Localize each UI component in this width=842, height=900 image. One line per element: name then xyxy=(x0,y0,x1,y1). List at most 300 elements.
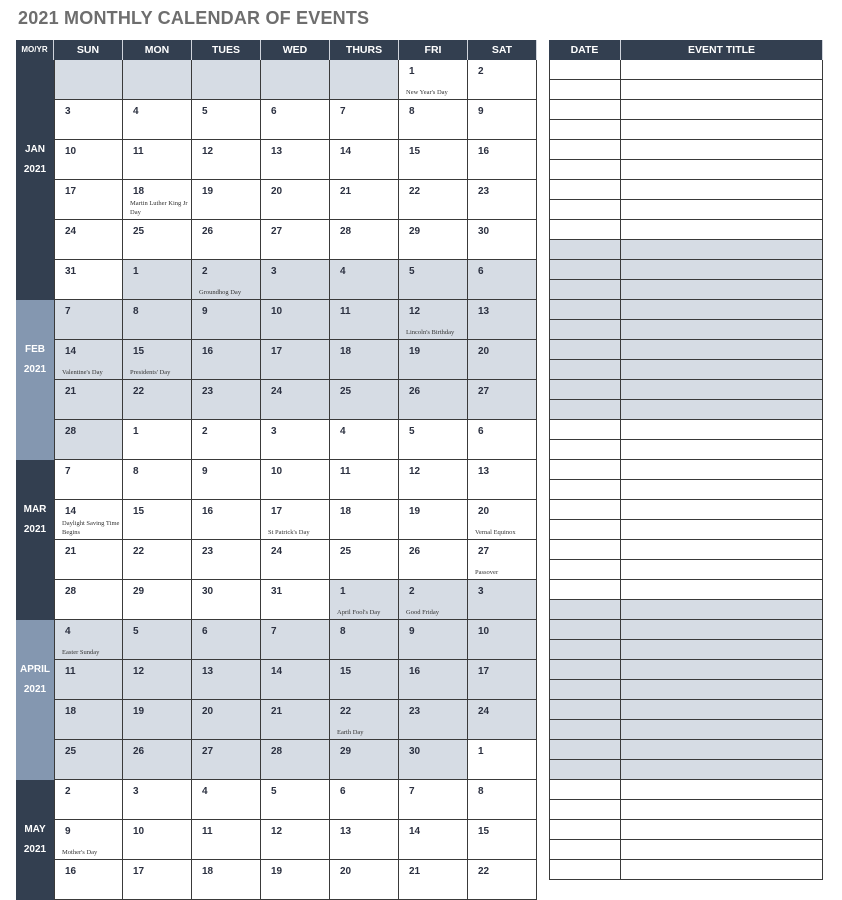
event-title-cell[interactable] xyxy=(621,100,823,120)
event-date-cell[interactable] xyxy=(549,140,621,160)
event-title-cell[interactable] xyxy=(621,480,823,500)
day-cell[interactable] xyxy=(261,340,330,380)
day-number: 20 xyxy=(478,506,490,517)
day-cell[interactable] xyxy=(192,220,261,260)
event-date-cell[interactable] xyxy=(549,220,621,240)
day-number: 24 xyxy=(65,226,77,237)
day-number: 25 xyxy=(340,546,352,557)
event-date-cell[interactable] xyxy=(549,360,621,380)
header-wed: WED xyxy=(261,40,330,60)
event-title-cell[interactable] xyxy=(621,860,823,880)
day-cell[interactable] xyxy=(399,740,468,780)
header-event-title: EVENT TITLE xyxy=(621,40,823,60)
day-number: 10 xyxy=(133,826,145,837)
day-cell[interactable] xyxy=(399,580,468,620)
event-date-cell[interactable] xyxy=(549,500,621,520)
day-number: 2 xyxy=(202,426,208,437)
event-title-cell[interactable] xyxy=(621,80,823,100)
event-date-cell[interactable] xyxy=(549,780,621,800)
day-number: 25 xyxy=(340,386,352,397)
day-number: 14 xyxy=(271,666,283,677)
day-cell[interactable] xyxy=(468,340,537,380)
day-number: 19 xyxy=(202,186,214,197)
day-cell[interactable] xyxy=(399,180,468,220)
day-number: 5 xyxy=(271,786,277,797)
event-title-cell[interactable] xyxy=(621,520,823,540)
event-title-cell[interactable] xyxy=(621,580,823,600)
day-number: 13 xyxy=(478,466,490,477)
event-date-cell[interactable] xyxy=(549,580,621,600)
event-title-cell[interactable] xyxy=(621,740,823,760)
day-cell[interactable] xyxy=(54,780,123,820)
event-date-cell[interactable] xyxy=(549,520,621,540)
day-cell[interactable] xyxy=(123,260,192,300)
day-cell[interactable] xyxy=(261,180,330,220)
day-cell[interactable] xyxy=(54,340,123,380)
day-cell[interactable] xyxy=(399,340,468,380)
event-title-cell[interactable] xyxy=(621,680,823,700)
day-cell[interactable] xyxy=(468,860,537,900)
day-cell[interactable] xyxy=(399,60,468,100)
day-number: 5 xyxy=(409,266,415,277)
event-date-cell[interactable] xyxy=(549,460,621,480)
day-cell[interactable] xyxy=(192,820,261,860)
day-cell[interactable] xyxy=(330,780,399,820)
day-cell[interactable] xyxy=(261,860,330,900)
day-number: 7 xyxy=(65,466,71,477)
day-cell[interactable] xyxy=(468,700,537,740)
event-title-cell[interactable] xyxy=(621,560,823,580)
day-cell[interactable] xyxy=(468,380,537,420)
day-cell[interactable] xyxy=(399,540,468,580)
event-title-cell[interactable] xyxy=(621,640,823,660)
day-cell[interactable] xyxy=(54,660,123,700)
day-cell[interactable] xyxy=(192,260,261,300)
day-cell[interactable] xyxy=(123,60,192,100)
event-date-cell[interactable] xyxy=(549,840,621,860)
day-cell[interactable] xyxy=(261,700,330,740)
header-sun: SUN xyxy=(54,40,123,60)
day-number: 26 xyxy=(202,226,214,237)
day-number: 1 xyxy=(478,746,484,757)
day-cell[interactable] xyxy=(399,620,468,660)
day-number: 23 xyxy=(202,386,214,397)
day-number: 19 xyxy=(271,866,283,877)
day-cell[interactable] xyxy=(468,620,537,660)
holiday-label: Earth Day xyxy=(337,729,364,736)
day-number: 27 xyxy=(271,226,283,237)
event-title-cell[interactable] xyxy=(621,420,823,440)
event-date-cell[interactable] xyxy=(549,420,621,440)
day-cell[interactable] xyxy=(330,420,399,460)
day-cell[interactable] xyxy=(399,260,468,300)
day-number: 16 xyxy=(65,866,77,877)
day-cell[interactable] xyxy=(468,300,537,340)
day-cell[interactable] xyxy=(123,580,192,620)
event-title-cell[interactable] xyxy=(621,200,823,220)
event-date-cell[interactable] xyxy=(549,80,621,100)
event-date-cell[interactable] xyxy=(549,160,621,180)
day-cell[interactable] xyxy=(192,100,261,140)
day-cell[interactable] xyxy=(468,140,537,180)
event-date-cell[interactable] xyxy=(549,340,621,360)
event-date-cell[interactable] xyxy=(549,720,621,740)
month-band-may xyxy=(16,780,54,900)
day-cell[interactable] xyxy=(330,700,399,740)
day-number: 18 xyxy=(340,346,352,357)
day-cell[interactable] xyxy=(54,300,123,340)
month-year: 2021 xyxy=(23,524,47,535)
event-title-cell[interactable] xyxy=(621,700,823,720)
day-cell[interactable] xyxy=(192,300,261,340)
event-date-cell[interactable] xyxy=(549,640,621,660)
day-cell[interactable] xyxy=(123,300,192,340)
event-date-cell[interactable] xyxy=(549,480,621,500)
day-cell[interactable] xyxy=(399,780,468,820)
day-number: 26 xyxy=(133,746,145,757)
day-cell[interactable] xyxy=(399,700,468,740)
day-cell[interactable] xyxy=(123,180,192,220)
day-cell[interactable] xyxy=(192,540,261,580)
day-cell[interactable] xyxy=(54,180,123,220)
day-number: 7 xyxy=(409,786,415,797)
day-cell[interactable] xyxy=(123,540,192,580)
day-cell[interactable] xyxy=(123,780,192,820)
day-number: 19 xyxy=(409,346,421,357)
day-cell[interactable] xyxy=(192,860,261,900)
event-date-cell[interactable] xyxy=(549,120,621,140)
day-cell[interactable] xyxy=(468,500,537,540)
day-number: 19 xyxy=(409,506,421,517)
event-title-cell[interactable] xyxy=(621,840,823,860)
event-title-cell[interactable] xyxy=(621,60,823,80)
event-title-cell[interactable] xyxy=(621,240,823,260)
day-number: 5 xyxy=(202,106,208,117)
day-cell[interactable] xyxy=(123,140,192,180)
day-cell[interactable] xyxy=(192,500,261,540)
day-cell[interactable] xyxy=(192,580,261,620)
event-title-cell[interactable] xyxy=(621,720,823,740)
event-title-cell[interactable] xyxy=(621,760,823,780)
event-title-cell[interactable] xyxy=(621,300,823,320)
day-cell[interactable] xyxy=(54,60,123,100)
event-title-cell[interactable] xyxy=(621,460,823,480)
event-title-cell[interactable] xyxy=(621,320,823,340)
day-cell[interactable] xyxy=(54,820,123,860)
month-year: 2021 xyxy=(23,164,47,175)
day-cell[interactable] xyxy=(468,420,537,460)
event-date-cell[interactable] xyxy=(549,760,621,780)
header-fri: FRI xyxy=(399,40,468,60)
day-number: 9 xyxy=(409,626,415,637)
day-cell[interactable] xyxy=(54,100,123,140)
day-cell[interactable] xyxy=(123,220,192,260)
day-cell[interactable] xyxy=(192,140,261,180)
event-date-cell[interactable] xyxy=(549,260,621,280)
event-date-cell[interactable] xyxy=(549,540,621,560)
event-date-cell[interactable] xyxy=(549,60,621,80)
day-cell[interactable] xyxy=(330,620,399,660)
day-cell[interactable] xyxy=(468,100,537,140)
event-title-cell[interactable] xyxy=(621,540,823,560)
day-number: 26 xyxy=(409,546,421,557)
event-title-cell[interactable] xyxy=(621,820,823,840)
day-cell[interactable] xyxy=(330,140,399,180)
day-number: 11 xyxy=(340,306,351,317)
event-title-cell[interactable] xyxy=(621,380,823,400)
event-title-cell[interactable] xyxy=(621,780,823,800)
day-number: 13 xyxy=(202,666,214,677)
day-cell[interactable] xyxy=(399,660,468,700)
day-cell[interactable] xyxy=(330,340,399,380)
day-cell[interactable] xyxy=(330,580,399,620)
day-cell[interactable] xyxy=(123,380,192,420)
event-date-cell[interactable] xyxy=(549,680,621,700)
event-date-cell[interactable] xyxy=(549,620,621,640)
event-title-cell[interactable] xyxy=(621,340,823,360)
day-cell[interactable] xyxy=(468,580,537,620)
day-number: 16 xyxy=(202,506,214,517)
day-number: 22 xyxy=(133,386,145,397)
day-cell[interactable] xyxy=(123,340,192,380)
day-cell[interactable] xyxy=(330,540,399,580)
day-cell[interactable] xyxy=(330,820,399,860)
day-cell[interactable] xyxy=(54,620,123,660)
event-title-cell[interactable] xyxy=(621,620,823,640)
day-cell[interactable] xyxy=(192,740,261,780)
day-cell[interactable] xyxy=(330,300,399,340)
day-cell[interactable] xyxy=(192,340,261,380)
event-date-cell[interactable] xyxy=(549,280,621,300)
day-cell[interactable] xyxy=(468,780,537,820)
day-cell[interactable] xyxy=(261,300,330,340)
event-date-cell[interactable] xyxy=(549,700,621,720)
day-number: 12 xyxy=(409,306,421,317)
day-cell[interactable] xyxy=(54,700,123,740)
day-number: 4 xyxy=(340,266,346,277)
day-cell[interactable] xyxy=(330,220,399,260)
day-number: 5 xyxy=(409,426,415,437)
event-date-cell[interactable] xyxy=(549,380,621,400)
day-cell[interactable] xyxy=(330,380,399,420)
day-number: 25 xyxy=(65,746,77,757)
event-date-cell[interactable] xyxy=(549,600,621,620)
day-cell[interactable] xyxy=(399,500,468,540)
event-date-cell[interactable] xyxy=(549,320,621,340)
day-cell[interactable] xyxy=(330,260,399,300)
day-cell[interactable] xyxy=(330,860,399,900)
day-cell[interactable] xyxy=(261,460,330,500)
event-title-cell[interactable] xyxy=(621,600,823,620)
day-number: 28 xyxy=(340,226,352,237)
day-cell[interactable] xyxy=(261,740,330,780)
day-cell[interactable] xyxy=(261,100,330,140)
day-cell[interactable] xyxy=(54,860,123,900)
day-number: 30 xyxy=(409,746,421,757)
day-number: 11 xyxy=(65,666,76,677)
day-cell[interactable] xyxy=(54,140,123,180)
day-cell[interactable] xyxy=(468,60,537,100)
day-cell[interactable] xyxy=(192,660,261,700)
event-date-cell[interactable] xyxy=(549,560,621,580)
event-date-cell[interactable] xyxy=(549,820,621,840)
event-date-cell[interactable] xyxy=(549,800,621,820)
day-cell[interactable] xyxy=(399,220,468,260)
day-cell[interactable] xyxy=(330,740,399,780)
day-cell[interactable] xyxy=(123,700,192,740)
day-cell[interactable] xyxy=(192,180,261,220)
event-title-cell[interactable] xyxy=(621,140,823,160)
event-date-cell[interactable] xyxy=(549,440,621,460)
day-cell[interactable] xyxy=(54,500,123,540)
day-cell[interactable] xyxy=(261,660,330,700)
day-cell[interactable] xyxy=(261,220,330,260)
day-number: 28 xyxy=(65,426,77,437)
day-number: 14 xyxy=(65,506,77,517)
day-cell[interactable] xyxy=(123,460,192,500)
day-cell[interactable] xyxy=(399,300,468,340)
event-title-cell[interactable] xyxy=(621,160,823,180)
day-cell[interactable] xyxy=(192,460,261,500)
day-cell[interactable] xyxy=(399,420,468,460)
day-cell[interactable] xyxy=(399,140,468,180)
month-name: MAY xyxy=(24,824,46,835)
day-cell[interactable] xyxy=(123,820,192,860)
day-number: 7 xyxy=(340,106,346,117)
day-cell[interactable] xyxy=(330,460,399,500)
day-number: 16 xyxy=(478,146,490,157)
day-cell[interactable] xyxy=(192,420,261,460)
event-title-cell[interactable] xyxy=(621,360,823,380)
day-number: 15 xyxy=(409,146,421,157)
day-number: 10 xyxy=(65,146,77,157)
day-cell[interactable] xyxy=(54,740,123,780)
day-cell[interactable] xyxy=(261,580,330,620)
event-title-cell[interactable] xyxy=(621,260,823,280)
day-cell[interactable] xyxy=(123,620,192,660)
day-number: 16 xyxy=(202,346,214,357)
day-cell[interactable] xyxy=(261,380,330,420)
day-cell[interactable] xyxy=(261,60,330,100)
event-date-cell[interactable] xyxy=(549,400,621,420)
holiday-label: Easter Sunday xyxy=(62,649,100,656)
day-cell[interactable] xyxy=(468,740,537,780)
day-cell[interactable] xyxy=(54,380,123,420)
day-cell[interactable] xyxy=(468,260,537,300)
day-cell[interactable] xyxy=(399,100,468,140)
event-date-cell[interactable] xyxy=(549,180,621,200)
event-title-cell[interactable] xyxy=(621,440,823,460)
day-cell[interactable] xyxy=(330,100,399,140)
day-cell[interactable] xyxy=(192,620,261,660)
event-title-cell[interactable] xyxy=(621,400,823,420)
day-cell[interactable] xyxy=(123,860,192,900)
day-number: 9 xyxy=(202,306,208,317)
day-cell[interactable] xyxy=(399,820,468,860)
event-title-cell[interactable] xyxy=(621,280,823,300)
day-number: 31 xyxy=(271,586,283,597)
day-cell[interactable] xyxy=(123,660,192,700)
event-date-cell[interactable] xyxy=(549,660,621,680)
event-date-cell[interactable] xyxy=(549,200,621,220)
day-cell[interactable] xyxy=(192,380,261,420)
event-date-cell[interactable] xyxy=(549,860,621,880)
event-date-cell[interactable] xyxy=(549,740,621,760)
day-cell[interactable] xyxy=(123,500,192,540)
day-cell[interactable] xyxy=(468,460,537,500)
month-band-jan xyxy=(16,60,54,300)
day-number: 4 xyxy=(133,106,139,117)
day-cell[interactable] xyxy=(261,820,330,860)
event-title-cell[interactable] xyxy=(621,180,823,200)
holiday-label: St Patrick's Day xyxy=(268,529,310,536)
day-cell[interactable] xyxy=(330,500,399,540)
day-cell[interactable] xyxy=(399,380,468,420)
day-number: 6 xyxy=(202,626,208,637)
day-cell[interactable] xyxy=(330,180,399,220)
day-cell[interactable] xyxy=(192,780,261,820)
event-title-cell[interactable] xyxy=(621,660,823,680)
day-number: 9 xyxy=(202,466,208,477)
event-title-cell[interactable] xyxy=(621,500,823,520)
day-cell[interactable] xyxy=(261,500,330,540)
day-cell[interactable] xyxy=(261,420,330,460)
event-title-cell[interactable] xyxy=(621,220,823,240)
day-cell[interactable] xyxy=(54,220,123,260)
day-number: 20 xyxy=(271,186,283,197)
day-cell[interactable] xyxy=(123,100,192,140)
event-date-cell[interactable] xyxy=(549,300,621,320)
day-cell[interactable] xyxy=(54,580,123,620)
day-cell[interactable] xyxy=(468,220,537,260)
day-cell[interactable] xyxy=(192,60,261,100)
day-cell[interactable] xyxy=(468,820,537,860)
day-number: 11 xyxy=(202,826,213,837)
day-cell[interactable] xyxy=(468,660,537,700)
day-cell[interactable] xyxy=(123,420,192,460)
event-title-cell[interactable] xyxy=(621,800,823,820)
day-number: 3 xyxy=(271,266,277,277)
day-cell[interactable] xyxy=(54,540,123,580)
event-date-cell[interactable] xyxy=(549,240,621,260)
day-cell[interactable] xyxy=(261,780,330,820)
day-cell[interactable] xyxy=(261,260,330,300)
day-cell[interactable] xyxy=(261,620,330,660)
day-cell[interactable] xyxy=(399,860,468,900)
holiday-label: Passover xyxy=(475,569,499,576)
day-cell[interactable] xyxy=(261,140,330,180)
event-title-cell[interactable] xyxy=(621,120,823,140)
day-cell[interactable] xyxy=(54,460,123,500)
day-cell[interactable] xyxy=(192,700,261,740)
day-number: 17 xyxy=(271,346,283,357)
day-cell[interactable] xyxy=(54,260,123,300)
day-cell[interactable] xyxy=(123,740,192,780)
day-number: 4 xyxy=(65,626,71,637)
day-cell[interactable] xyxy=(54,420,123,460)
day-number: 14 xyxy=(340,146,352,157)
event-date-cell[interactable] xyxy=(549,100,621,120)
day-cell[interactable] xyxy=(330,660,399,700)
day-cell[interactable] xyxy=(261,540,330,580)
day-cell[interactable] xyxy=(330,60,399,100)
day-number: 21 xyxy=(409,866,421,877)
header-thurs: THURS xyxy=(330,40,399,60)
day-number: 29 xyxy=(409,226,421,237)
day-cell[interactable] xyxy=(468,180,537,220)
day-cell[interactable] xyxy=(399,460,468,500)
day-cell[interactable] xyxy=(468,540,537,580)
